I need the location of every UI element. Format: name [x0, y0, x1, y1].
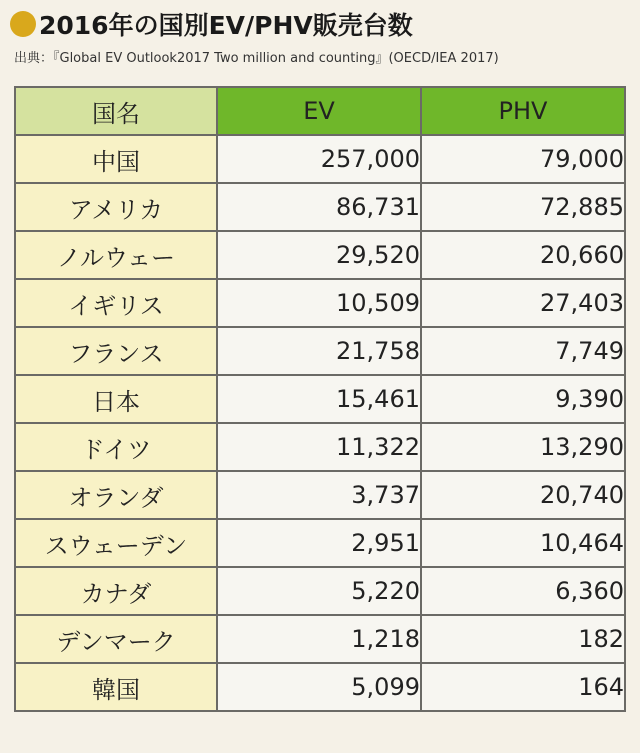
table-row	[15, 231, 625, 279]
country-cell: フランス	[15, 327, 217, 375]
table-row	[15, 471, 625, 519]
page-title: 2016年の国別EV/PHV販売台数	[39, 11, 413, 40]
ev-cell: 11,322	[217, 423, 421, 471]
country-cell: 中国	[15, 135, 217, 183]
ev-cell: 257,000	[217, 135, 421, 183]
table-row	[15, 279, 625, 327]
table-row	[15, 615, 625, 663]
ev-cell: 86,731	[217, 183, 421, 231]
title-row	[10, 6, 413, 42]
phv-cell: 72,885	[421, 183, 625, 231]
header-phv: PHV	[421, 87, 625, 135]
ev-cell: 10,509	[217, 279, 421, 327]
phv-cell: 6,360	[421, 567, 625, 615]
phv-cell: 20,660	[421, 231, 625, 279]
table-row	[15, 567, 625, 615]
phv-cell: 27,403	[421, 279, 625, 327]
ev-cell: 5,099	[217, 663, 421, 711]
phv-cell: 9,390	[421, 375, 625, 423]
ev-cell: 21,758	[217, 327, 421, 375]
ev-cell: 1,218	[217, 615, 421, 663]
country-cell: カナダ	[15, 567, 217, 615]
country-cell: ドイツ	[15, 423, 217, 471]
country-cell: イギリス	[15, 279, 217, 327]
ev-cell: 29,520	[217, 231, 421, 279]
phv-cell: 20,740	[421, 471, 625, 519]
sales-table	[14, 86, 626, 712]
phv-cell: 7,749	[421, 327, 625, 375]
country-cell: スウェーデン	[15, 519, 217, 567]
ev-cell: 2,951	[217, 519, 421, 567]
table-row	[15, 423, 625, 471]
table-row	[15, 663, 625, 711]
phv-cell: 10,464	[421, 519, 625, 567]
table-row	[15, 327, 625, 375]
phv-cell: 13,290	[421, 423, 625, 471]
country-cell: ノルウェー	[15, 231, 217, 279]
table-row	[15, 135, 625, 183]
phv-cell: 79,000	[421, 135, 625, 183]
country-cell: デンマーク	[15, 615, 217, 663]
table-body	[15, 135, 625, 711]
bullet-dot-icon	[10, 11, 36, 37]
country-cell: オランダ	[15, 471, 217, 519]
phv-cell: 182	[421, 615, 625, 663]
table-row	[15, 183, 625, 231]
table-header-row	[15, 87, 625, 135]
source-citation: 出典：『Global EV Outlook2017 Two million and counting』(OECD/IEA 2017)	[14, 51, 499, 66]
header-ev: EV	[217, 87, 421, 135]
ev-cell: 5,220	[217, 567, 421, 615]
header-country: 国名	[15, 87, 217, 135]
ev-cell: 15,461	[217, 375, 421, 423]
table-row	[15, 519, 625, 567]
table-row	[15, 375, 625, 423]
ev-cell: 3,737	[217, 471, 421, 519]
country-cell: 韓国	[15, 663, 217, 711]
phv-cell: 164	[421, 663, 625, 711]
country-cell: アメリカ	[15, 183, 217, 231]
country-cell: 日本	[15, 375, 217, 423]
